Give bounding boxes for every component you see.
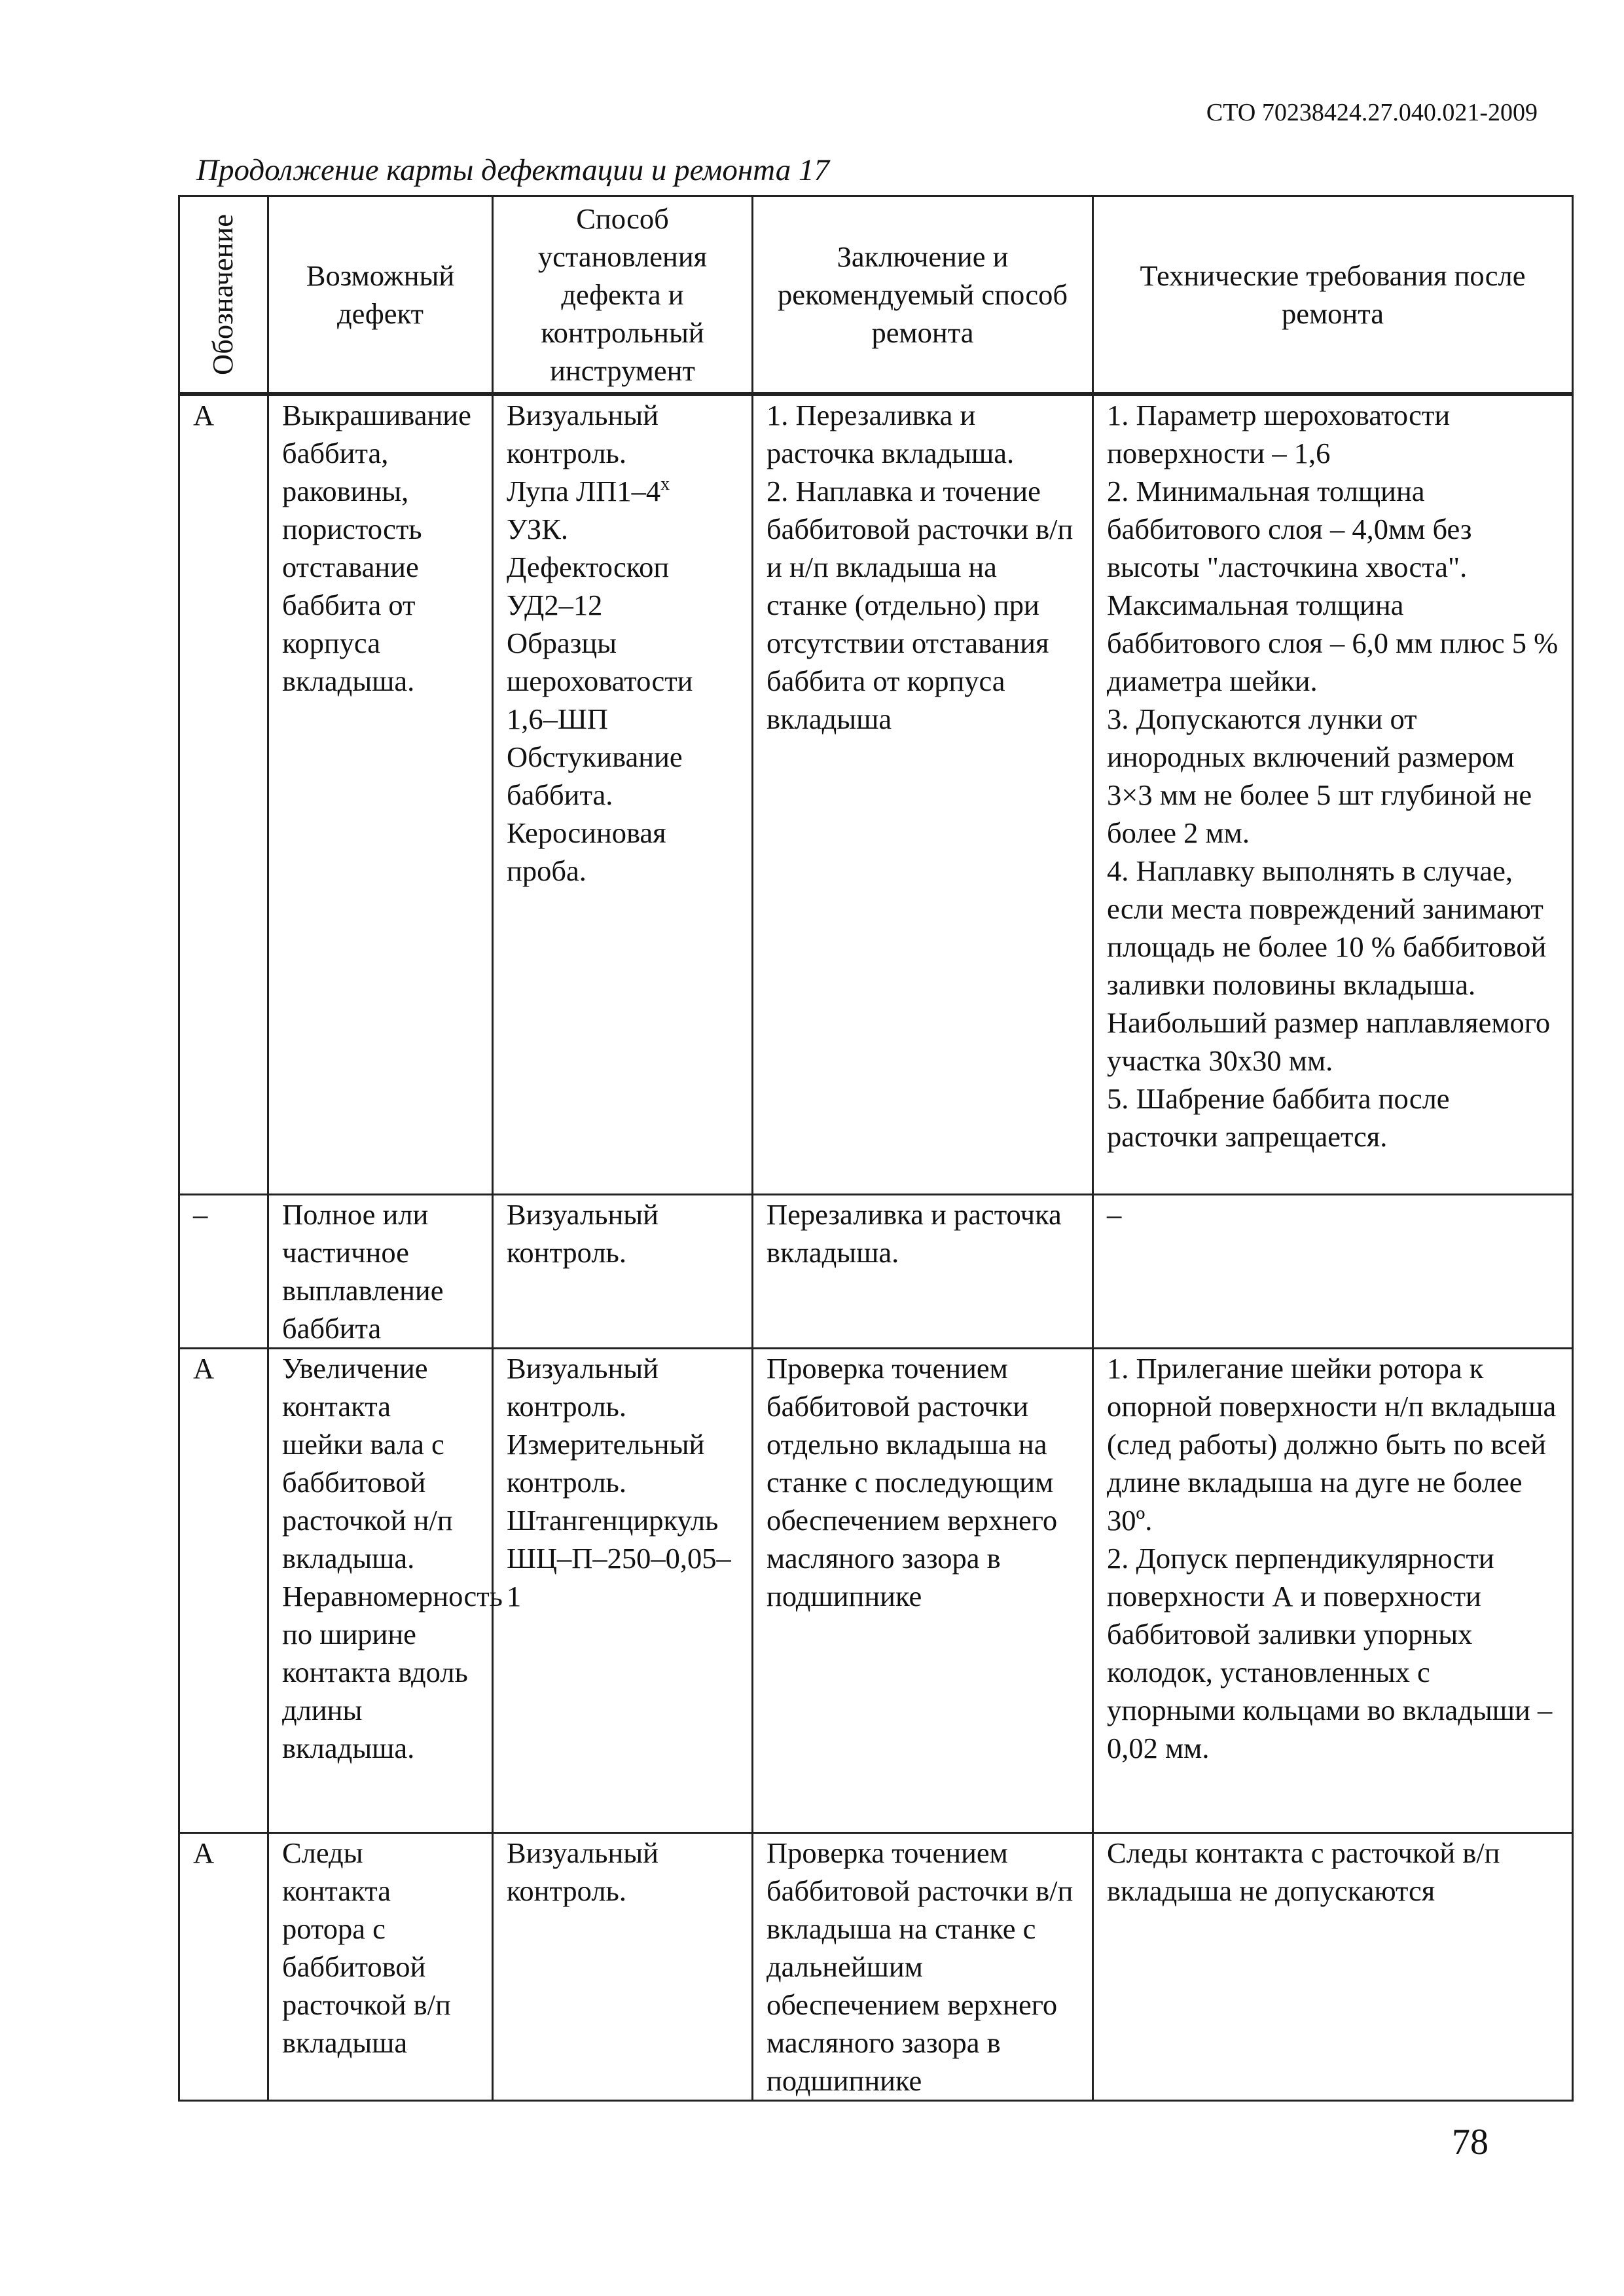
method-line: Образцы шероховатости 1,6–ШП <box>507 627 693 735</box>
table-row <box>179 1832 1573 2100</box>
method-line: Штангенциркуль ШЦ–П–250–0,05–1 <box>507 1503 731 1613</box>
row-conclusion: Проверка точением баббитовой расточки отдельно вкладыша на станке с последующим обеспечением верхнего масляного зазора в подшипнике <box>753 1348 1093 1832</box>
row-code: А <box>179 394 268 1194</box>
row-code: А <box>179 1348 268 1832</box>
row-defect: Увеличение контакта шейки вала с баббитовой расточкой н/п вкладыша. Неравномерность по ширине контакта вдоль длины вкладыша. <box>268 1348 493 1832</box>
requirement-item: 1. Прилегание шейки ротора к опорной поверхности н/п вкладыша (след работы) должно быть по всей длине вкладыша на дуге не более 30º. <box>1107 1351 1557 1537</box>
row-defect: Выкрашивание баббита, раковины, пористость отставание баббита от корпуса вкладыша. <box>268 394 493 1194</box>
requirement-item: 4. Наплавку выполнять в случае, если места повреждений занимают площадь не более 10 % баббитовой заливки половины вкладыша. Наибольший размер наплавляемого участка 30х30 мм. <box>1107 854 1551 1077</box>
page-number: 78 <box>1452 2122 1489 2162</box>
row-requirements: Следы контакта с расточкой в/п вкладыша не допускаются <box>1093 1832 1573 2100</box>
conclusion-line: 1. Перезаливка и расточка вкладыша. <box>767 399 1015 469</box>
defect-repair-table <box>178 195 1574 2102</box>
row-requirements: – <box>1093 1194 1573 1348</box>
method-line <box>507 472 738 510</box>
row-method <box>493 1348 753 1832</box>
row-defect: Следы контакта ротора с баббитовой расточкой в/п вкладыша <box>268 1832 493 2100</box>
row-method: Визуальный контроль. <box>493 1194 753 1348</box>
method-line: Дефектоскоп УД2–12 <box>507 551 670 621</box>
row-code: – <box>179 1194 268 1348</box>
table-row <box>179 394 1573 1194</box>
document-code: СТО 70238424.27.040.021-2009 <box>1206 99 1538 126</box>
row-code: А <box>179 1832 268 2100</box>
header-code-label: Обозначение <box>206 214 239 375</box>
table-header-row <box>179 196 1573 395</box>
requirement-item: 2. Допуск перпендикулярности поверхности А и поверхности баббитовой заливки упорных колодок, установленных с упорными кольцами во вкладыши – 0,02 мм. <box>1107 1541 1553 1764</box>
table-row <box>179 1348 1573 1832</box>
row-method: Визуальный контроль. <box>493 1832 753 2100</box>
row-conclusion: Перезаливка и расточка вкладыша. <box>753 1194 1093 1348</box>
method-line: УЗК. <box>507 513 569 545</box>
requirement-item: 5. Шабрение баббита после расточки запрещается. <box>1107 1082 1450 1153</box>
row-requirements <box>1093 394 1573 1194</box>
header-method: Способ установления дефекта и контрольный инструмент <box>493 196 753 395</box>
conclusion-line: 2. Наплавка и точение баббитовой расточки в/п и н/п вкладыша на станке (отдельно) при отсутствии отставания баббита от корпуса вкладыша <box>767 475 1074 735</box>
row-method <box>493 394 753 1194</box>
requirement-item: 3. Допускаются лунки от инородных включений размером 3×3 мм не более 5 шт глубиной не более 2 мм. <box>1107 702 1532 849</box>
requirement-item: 2. Минимальная толщина баббитового слоя – 4,0мм без высоты "ласточкина хвоста". Максимальная толщина баббитового слоя – 6,0 мм плюс 5 % диаметра шейки. <box>1107 475 1559 697</box>
method-line-text: Лупа ЛП1–4 <box>507 475 661 507</box>
header-conclusion: Заключение и рекомендуемый способ ремонта <box>753 196 1093 395</box>
method-line: Измерительный контроль. <box>507 1427 705 1499</box>
table-caption: Продолжение карты дефектации и ремонта 17 <box>196 153 829 187</box>
row-conclusion: Проверка точением баббитовой расточки в/п вкладыша на станке с дальнейшим обеспечением верхнего масляного зазора в подшипнике <box>753 1832 1093 2100</box>
requirement-item: 1. Параметр шероховатости поверхности – 1,6 <box>1107 399 1451 469</box>
header-requirements: Технические требования после ремонта <box>1093 196 1573 395</box>
method-line: Обстукивание баббита. <box>507 740 683 811</box>
header-defect: Возможный дефект <box>268 196 493 395</box>
row-conclusion <box>753 394 1093 1194</box>
table-row <box>179 1194 1573 1348</box>
row-requirements <box>1093 1348 1573 1832</box>
row-defect: Полное или частичное выплавление баббита <box>268 1194 493 1348</box>
method-line: Визуальный контроль. <box>507 399 659 469</box>
header-code <box>179 196 268 395</box>
method-line: Визуальный контроль. <box>507 1351 659 1423</box>
method-line: Керосиновая проба. <box>507 816 666 887</box>
method-superscript: х <box>660 474 670 494</box>
